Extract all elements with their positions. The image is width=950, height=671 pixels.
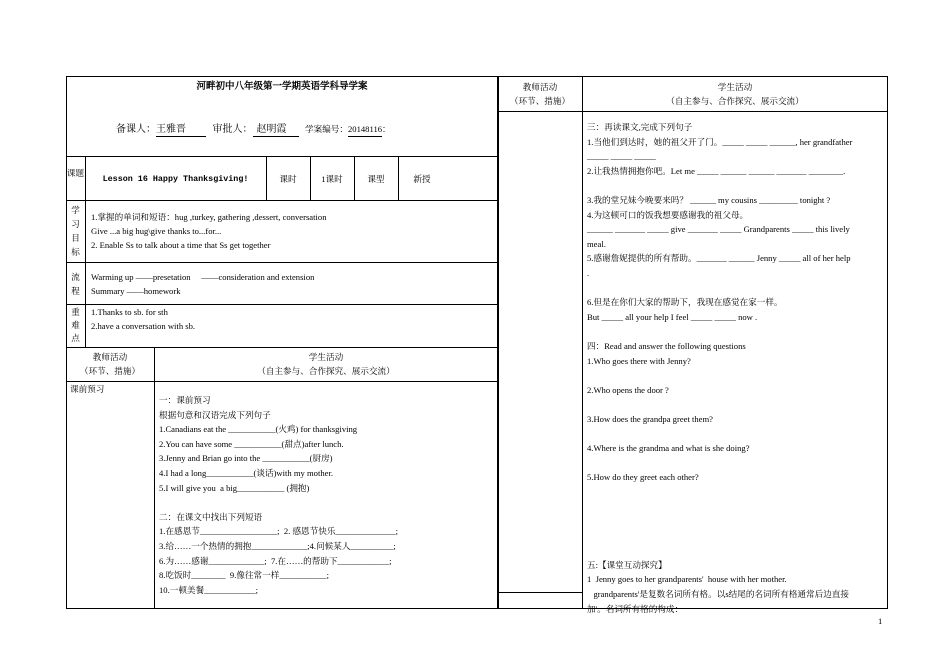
left-exercise-content xyxy=(159,393,398,597)
rule-after-goals xyxy=(66,262,498,263)
code-value: 20148116 xyxy=(348,123,382,137)
goal-line: 2. Enable Ss to talk about a time that Ss get together xyxy=(91,240,271,250)
exercise-line: 1 Jenny goes to her grandparents' house with her mother. xyxy=(587,574,787,585)
reviewer-label: 审批人： xyxy=(212,124,253,135)
exercise-line xyxy=(159,495,398,510)
rule-activity-column xyxy=(154,347,155,609)
exercise-line: 8.吃饭时________ 9.像往常一样___________; xyxy=(159,570,329,581)
exercise-line: 2.让我热情拥抱你吧。Let me _____ ______ ______ _______ ________. xyxy=(587,165,846,176)
reviewer-name: 赵明霞 xyxy=(253,123,299,137)
exercise-line: 3.给……一个热情的拥抱_____________;4.问候某人__________; xyxy=(159,540,396,551)
exercise-line: But _____ all your help I feel _____ _____ now . xyxy=(587,311,758,322)
exercise-line: 1.当他们到达时，她的祖父开了门。_____ _____ ______, her grandfather xyxy=(587,136,853,147)
exercise-line: 加'。名词所有格的构成： xyxy=(587,603,684,614)
exercise-line: 1.Canadians eat the ___________(火鸡) for thanksgiving xyxy=(159,424,358,435)
exercise-line: 6.但是在你们大家的帮助下，我现在感觉在家一样。 xyxy=(587,297,783,308)
exercise-line: 4.I had a long___________(谈话)with my mother. xyxy=(159,467,334,478)
exercise-line: 5.How do they greet each other? xyxy=(587,472,699,483)
goal-line: Give ...a big hug\give thanks to...for... xyxy=(91,226,222,236)
teacher-activity-header: 教师活动 xyxy=(92,352,128,362)
rule-after-title xyxy=(66,156,498,157)
type-label: 课型 xyxy=(367,174,385,184)
preview-label: 课前预习 xyxy=(70,384,105,394)
exercise-line: 2.You can have some ___________(甜点)after lunch. xyxy=(159,438,344,449)
exercise-line xyxy=(587,543,852,558)
exercise-line: 4.为这顿可口的饭我想要感谢我的祖父母。 xyxy=(587,209,749,220)
exercise-line: 三：再读课文,完成下列句子 xyxy=(587,122,693,132)
exercise-line: 一：课前预习 xyxy=(159,395,211,405)
exercise-line: 五:【课堂互动探究】 xyxy=(587,559,667,570)
exercise-line: 2.Who opens the door ? xyxy=(587,384,669,395)
topic-label-text: 课题 xyxy=(66,168,85,178)
exercise-line: 二：在课文中找出下列短语 xyxy=(159,511,263,522)
right-exercise-content xyxy=(587,120,852,616)
exercise-line: grandparents'是复数名词所有格。以s结尾的名词所有格通常后边直接 xyxy=(587,589,849,599)
goals-label-text: 学习目标 xyxy=(71,205,80,257)
process-line: Warming up ——presetation ——consideration and extension xyxy=(91,272,315,282)
rule-right-bottom-left xyxy=(498,592,582,593)
lesson-title: Lesson 16 Happy Thanksgiving! xyxy=(102,174,249,184)
goal-line: 1.掌握的单词和短语：hug ,turkey, gathering ,dessert, conversation xyxy=(91,212,327,222)
teacher-label: 备课人： xyxy=(116,124,156,135)
process-label-text: 流程 xyxy=(71,272,80,296)
keypoints-content xyxy=(91,305,195,333)
exercise-line: 3.我的堂兄妹今晚要来吗？ ______ my cousins _________ tonight ? xyxy=(587,194,831,205)
exercise-line: _____ _____ _____ xyxy=(587,151,656,162)
rule-right-activity-column xyxy=(582,76,583,609)
exercise-line: 6.为……感谢_____________; 7.在……的帮助下____________; xyxy=(159,555,392,566)
exercise-line: 1.Who goes there with Jenny? xyxy=(587,355,691,366)
prep-line xyxy=(116,123,391,137)
exercise-line: 1.在感恩节__________________; 2. 感恩节快乐______________; xyxy=(159,526,398,537)
exercise-line xyxy=(587,178,852,193)
exercise-line: 4.Where is the grandma and what is she doing? xyxy=(587,443,750,454)
rule-after-colheader xyxy=(66,381,498,382)
topic-label xyxy=(66,166,85,180)
exercise-line: 5.感谢詹妮提供的所有帮助。_______ ______ Jenny _____ all of her help xyxy=(587,253,851,264)
exercise-line: 3.Jenny and Brian go into the ___________(厨房) xyxy=(159,453,333,464)
keypoints-label xyxy=(68,306,83,345)
keypoint-line: 2.have a conversation with sb. xyxy=(91,321,196,331)
exercise-line xyxy=(587,529,852,544)
exercise-line xyxy=(587,281,852,296)
exercise-line xyxy=(587,499,852,514)
right-student-activity-sub: （自主参与、合作探究、展示交流） xyxy=(666,96,804,106)
rule-after-info xyxy=(66,200,498,201)
exercise-line: 10.一顿美餐____________; xyxy=(159,584,259,595)
right-teacher-activity-header: 教师活动 xyxy=(522,82,558,92)
exercise-line: 根据句意和汉语完成下列句子 xyxy=(159,409,271,420)
rule-after-keypoints xyxy=(66,347,498,348)
type-value: 新授 xyxy=(413,174,431,184)
right-teacher-activity-sub: （环节、措施） xyxy=(509,96,571,106)
exercise-line xyxy=(587,485,852,500)
process-label xyxy=(68,270,83,298)
keypoints-label-text: 重难点 xyxy=(71,307,80,343)
rule-right-colheader xyxy=(498,111,888,112)
exercise-line xyxy=(587,368,852,383)
process-content xyxy=(91,270,314,298)
code-label: 学案编号： xyxy=(305,124,348,134)
process-line: Summary ——homework xyxy=(91,286,181,296)
exercise-line: 四：Read and answer the following questions xyxy=(587,340,746,351)
goals-label xyxy=(68,203,83,259)
exercise-line xyxy=(587,456,852,471)
right-student-activity-header: 学生活动 xyxy=(717,82,753,92)
exercise-line: 5.I will give you a big___________ (拥抱) xyxy=(159,482,310,493)
exercise-line xyxy=(587,397,852,412)
exercise-line xyxy=(587,426,852,441)
exercise-line xyxy=(587,324,852,339)
exercise-line: ______ _______ _____ give _______ _____ Grandparents _____ this lively xyxy=(587,224,850,235)
code-suffix: ： xyxy=(382,124,391,134)
keypoint-line: 1.Thanks to sb. for sth xyxy=(91,307,168,317)
student-activity-sub: （自主参与、合作探究、展示交流） xyxy=(257,366,395,376)
student-activity-header: 学生活动 xyxy=(308,352,344,362)
teacher-name: 王雅晋 xyxy=(156,123,206,137)
exercise-line xyxy=(587,514,852,529)
doc-title: 河畔初中八年级第一学期英语学科导学案 xyxy=(196,82,368,92)
hours-value: 1课时 xyxy=(321,174,343,184)
exercise-line: 3.How does the grandpa greet them? xyxy=(587,413,713,424)
teacher-activity-sub: （环节、措施） xyxy=(79,366,141,376)
exercise-line: meal. xyxy=(587,238,606,249)
goals-content xyxy=(91,210,327,252)
hours-label: 课时 xyxy=(279,174,297,184)
page-number: 1 xyxy=(878,616,883,626)
exercise-line: . xyxy=(587,267,590,278)
